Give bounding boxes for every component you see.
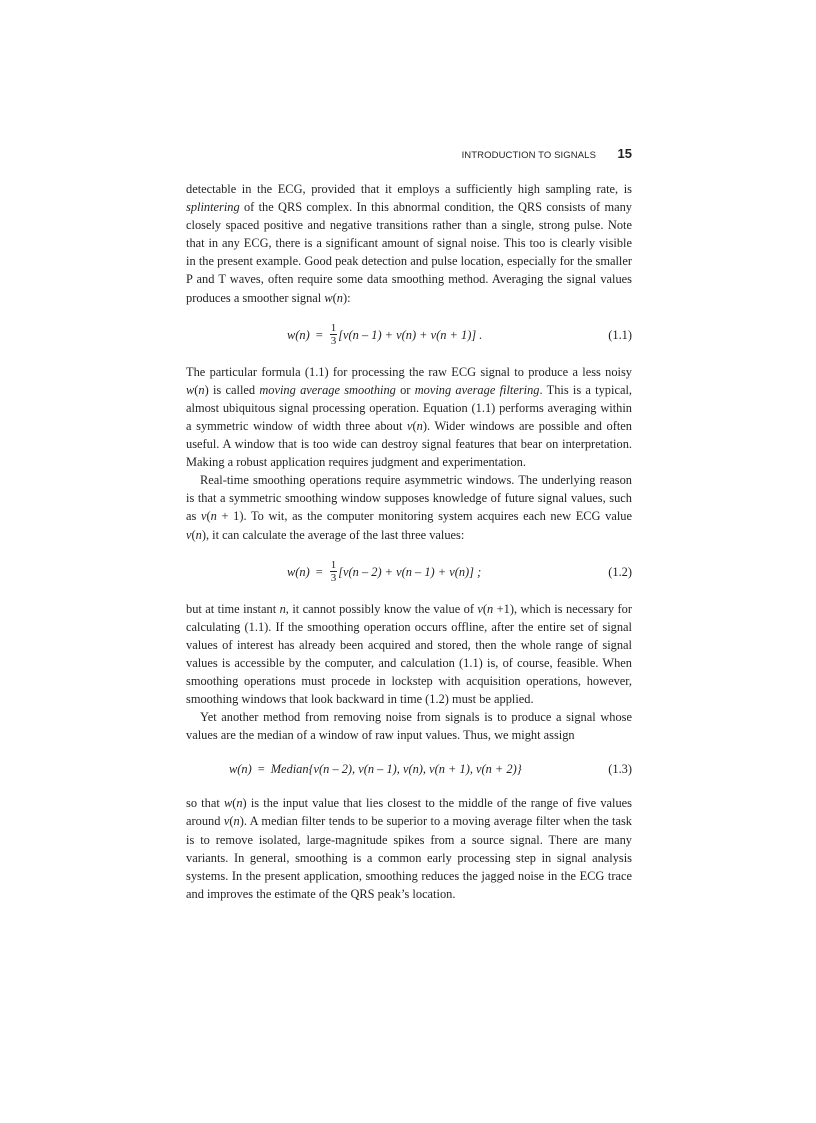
paragraph-3: Real-time smoothing operations require asymmetric windows. The underlying reason is that a symmetric smoothing window supposes knowledge of future signal values, such as v(n + 1). To wit, as the computer monitoring system acquires each new ECG value v(n), it can calculate the average of the last three values:	[186, 473, 632, 542]
italic-term: moving average smoothing	[259, 382, 396, 397]
running-header	[186, 147, 632, 165]
equation-1-1	[186, 307, 632, 363]
equation-number: (1.2)	[608, 564, 632, 579]
body-text	[186, 180, 632, 903]
page-number: 15	[617, 146, 632, 161]
paragraph-1: detectable in the ECG, provided that it employs a sufficiently high sampling rate, is splintering of the QRS complex. In this abnormal condition, the QRS consists of many closely spaced positive and negative transitions rather than a single, strong pulse. Note that in any ECG, there is a significant amount of signal noise. This too is clearly visible in the present example. Good peak detection and pulse location, especially for the smaller P and T waves, often require some data smoothing method. Averaging the signal values produces a smoother signal w(n):	[186, 182, 632, 305]
equals-sign: =	[257, 762, 265, 777]
equation-rhs: Median{v(n – 2), v(n – 1), v(n), v(n + 1), v(n + 2)}	[270, 762, 522, 777]
equation-1-2	[186, 544, 632, 600]
equation-lhs: w(n)	[287, 564, 310, 579]
equation-number: (1.3)	[608, 762, 632, 777]
equation-lhs: w(n)	[287, 327, 310, 342]
paragraph-6: so that w(n) is the input value that lies closest to the middle of the range of five values around v(n). A median filter tends to be superior to a moving average filter when the task is to remove isolated, large-magnitude spikes from a source signal. There are many variants. In general, smoothing is a common early processing step in signal analysis systems. In the present application, smoothing reduces the jagged noise in the ECG trace and improves the estimate of the QRS peak’s location.	[186, 796, 633, 901]
equation-1-3	[186, 744, 632, 794]
paragraph-4: but at time instant n, it cannot possibly know the value of v(n +1), which is necessary for calculating (1.1). If the smoothing operation occurs offline, after the entire set of signal values of interest has already been acquired and stored, then the whole range of signal values is accessible by the computer, and calculation (1.1) is, of course, feasible. When smoothing operations must procede in lockstep with acquisition operations, however, smoothing windows that look backward in time (1.2) must be applied.	[186, 601, 632, 707]
equation-rhs: [v(n – 2) + v(n – 1) + v(n)] ;	[338, 564, 482, 579]
italic-term: splintering	[186, 200, 240, 215]
equation-number: (1.1)	[608, 327, 632, 342]
equals-sign: =	[315, 564, 323, 579]
running-title: INTRODUCTION TO SIGNALS	[461, 150, 596, 161]
italic-term: moving average filtering	[414, 382, 540, 397]
equation-rhs: [v(n – 1) + v(n) + v(n + 1)] .	[338, 327, 483, 342]
paragraph-5: Yet another method from removing noise from signals is to produce a signal whose values are the median of a window of raw input values. Thus, we might assign	[186, 710, 632, 743]
paragraph-2: The particular formula (1.1) for processing the raw ECG signal to produce a less noisy w(n) is called moving average smoothing or moving average filtering. This is a typical, almost ubiquitous signal processing operation. Equation (1.1) performs averaging within a symmetric window of width three about v(n). Wider windows are possible and often useful. A window that is too wide can destroy signal features that bear on interpretation. Making a robust application requires judgment and experimentation.	[186, 364, 632, 470]
equation-lhs: w(n)	[229, 762, 252, 777]
fraction-one-third: $\frac{1}{3}$	[330, 322, 337, 348]
fraction-one-third: $\frac{1}{3}$	[330, 559, 337, 585]
equals-sign: =	[315, 327, 323, 342]
